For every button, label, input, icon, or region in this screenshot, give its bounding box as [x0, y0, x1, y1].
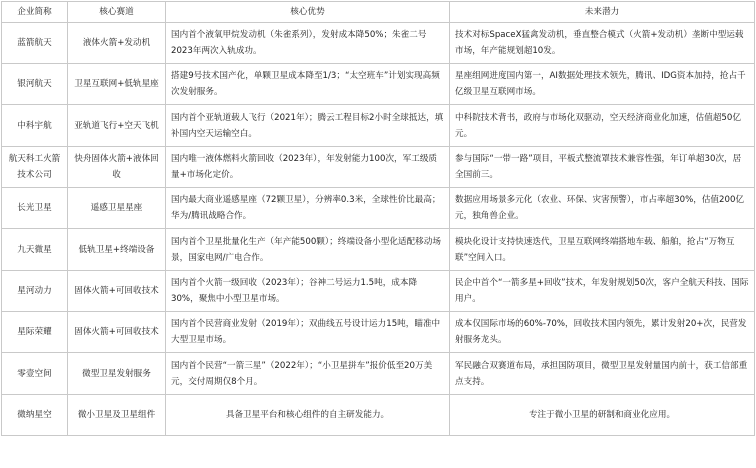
core-track: 亚轨道飞行+空天飞机 — [68, 105, 166, 147]
table-row — [2, 105, 755, 147]
core-track: 微小卫星及卫星组件 — [68, 395, 166, 436]
header-track: 核心赛道 — [68, 2, 166, 23]
future-potential: 成本仅国际市场的60%-70%，回收技术国内领先，累计发射20+次，民营发射服务龙头。 — [450, 312, 755, 353]
table-row — [2, 64, 755, 105]
future-potential: 军民融合双赛道布局，承担国防项目，微型卫星发射量国内前十，获工信部重点支持。 — [450, 353, 755, 395]
core-advantage: 国内首个民营商业发射（2019年）；双曲线五号设计运力15吨，瞄准中大型卫星市场。 — [166, 312, 450, 353]
core-advantage: 国内唯一液体燃料火箭回收（2023年），年发射能力100次，军工级质量+市场化定价。 — [166, 147, 450, 188]
table-row — [2, 395, 755, 436]
core-advantage: 国内最大商业遥感星座（72颗卫星），分辨率0.3米，全球性价比最高；华为/腾讯战略合作。 — [166, 188, 450, 229]
company-name: 星际荣耀 — [2, 312, 68, 353]
future-potential: 中科院技术背书，政府与市场化双驱动，空天经济商业化加速，估值超50亿元。 — [450, 105, 755, 147]
table-header-row — [2, 2, 755, 23]
table-row — [2, 312, 755, 353]
future-potential: 参与国际“一带一路”项目，平板式整流罩技术兼容性强，年订单超30次，居全国前三。 — [450, 147, 755, 188]
header-advantage: 核心优势 — [166, 2, 450, 23]
core-track: 遥感卫星星座 — [68, 188, 166, 229]
company-name: 长光卫星 — [2, 188, 68, 229]
company-name: 微纳星空 — [2, 395, 68, 436]
core-advantage: 国内首个民营“一箭三星”（2022年）；“小卫星拼车”报价低至20万美元，交付周期仅8个月。 — [166, 353, 450, 395]
core-track: 卫星互联网+低轨星座 — [68, 64, 166, 105]
header-company: 企业简称 — [2, 2, 68, 23]
company-name: 中科宇航 — [2, 105, 68, 147]
core-track: 液体火箭+发动机 — [68, 23, 166, 64]
table-row — [2, 271, 755, 312]
core-track: 低轨卫星+终端设备 — [68, 229, 166, 271]
header-potential: 未来潜力 — [450, 2, 755, 23]
table-row — [2, 23, 755, 64]
core-advantage: 国内首个亚轨道载人飞行（2021年）；腾云工程目标2小时全球抵达，填补国内空天运输空白。 — [166, 105, 450, 147]
core-advantage: 国内首个液氧甲烷发动机（朱雀系列），发射成本降50%；朱雀二号2023年两次入轨成功。 — [166, 23, 450, 64]
future-potential: 星座组网进度国内第一，AI数据处理技术领先，腾讯、IDG资本加持，抢占千亿级卫星互联网市场。 — [450, 64, 755, 105]
company-name: 星河动力 — [2, 271, 68, 312]
company-name: 银河航天 — [2, 64, 68, 105]
core-advantage: 国内首个卫星批量化生产（年产能500颗）；终端设备小型化适配移动场景，国家电网/广电合作。 — [166, 229, 450, 271]
core-track: 微型卫星发射服务 — [68, 353, 166, 395]
core-track: 固体火箭+可回收技术 — [68, 312, 166, 353]
company-name: 航天科工火箭技术公司 — [2, 147, 68, 188]
future-potential: 民企中首个“一箭多星+回收”技术，年发射规划50次，客户全航天科技、国际用户。 — [450, 271, 755, 312]
table-row — [2, 188, 755, 229]
table-row — [2, 147, 755, 188]
core-advantage: 搭建9号技术国产化，单颗卫星成本降至1/3；“太空班车”计划实现高频次发射服务。 — [166, 64, 450, 105]
company-name: 蓝箭航天 — [2, 23, 68, 64]
company-name: 零壹空间 — [2, 353, 68, 395]
future-potential: 数据应用场景多元化（农业、环保、灾害预警），市占率超30%，估值200亿元，独角兽企业。 — [450, 188, 755, 229]
future-potential: 专注于微小卫星的研制和商业化应用。 — [450, 395, 755, 436]
core-advantage: 具备卫星平台和核心组件的自主研发能力。 — [166, 395, 450, 436]
table-row — [2, 229, 755, 271]
core-advantage: 国内首个火箭一级回收（2023年）；谷神二号运力1.5吨，成本降30%，聚焦中小型卫星市场。 — [166, 271, 450, 312]
core-track: 快舟固体火箭+液体回收 — [68, 147, 166, 188]
company-table — [1, 1, 755, 436]
core-track: 固体火箭+可回收技术 — [68, 271, 166, 312]
future-potential: 模块化设计支持快速迭代，卫星互联网终端搭地车载、船舶，抢占“万物互联”空间入口。 — [450, 229, 755, 271]
future-potential: 技术对标SpaceX猛禽发动机，垂直整合模式（火箭+发动机）垄断中型运载市场，年产能规划超10发。 — [450, 23, 755, 64]
table-row — [2, 353, 755, 395]
company-name: 九天微星 — [2, 229, 68, 271]
